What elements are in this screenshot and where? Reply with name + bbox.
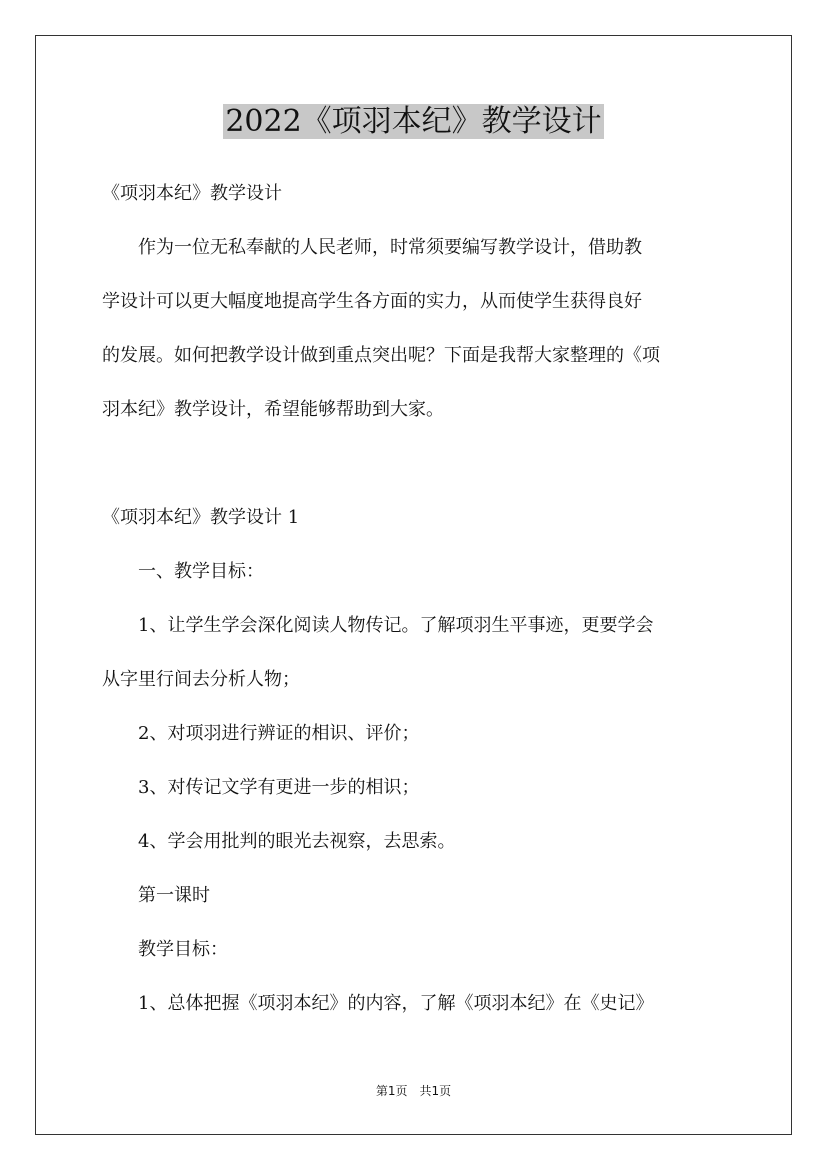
document-title [0,100,827,144]
paragraph-line: 作为一位无私奉献的人民老师，时常须要编写教学设计，借助教 [102,237,642,258]
paragraph-line: 1、让学生学会深化阅读人物传记。了解项羽生平事迹，更要学会 [102,615,654,636]
paragraph-line: 一、教学目标： [102,561,264,582]
paragraph-line: 2、对项羽进行辨证的相识、评价； [102,723,420,744]
section-heading: 《项羽本纪》教学设计 [102,183,282,204]
paragraph-line: 的发展。如何把教学设计做到重点突出呢？下面是我帮大家整理的《项 [102,345,660,366]
paragraph-line: 1、总体把握《项羽本纪》的内容，了解《项羽本纪》在《史记》 [102,993,654,1014]
paragraph-line: 学设计可以更大幅度地提高学生各方面的实力，从而使学生获得良好 [102,291,642,312]
paragraph-line: 3、对传记文学有更进一步的相识； [102,777,420,798]
section-heading: 《项羽本纪》教学设计 1 [102,507,300,528]
paragraph-line: 4、学会用批判的眼光去视察，去思索。 [102,831,456,852]
paragraph-line: 羽本纪》教学设计，希望能够帮助到大家。 [102,399,444,420]
paragraph-line: 教学目标： [102,939,228,960]
paragraph-line: 从字里行间去分析人物； [102,669,300,690]
page-footer: 第1页 共1页 [375,1084,452,1098]
paragraph-line: 第一课时 [102,885,210,906]
document-title-text: 2022《项羽本纪》教学设计 [225,104,602,139]
